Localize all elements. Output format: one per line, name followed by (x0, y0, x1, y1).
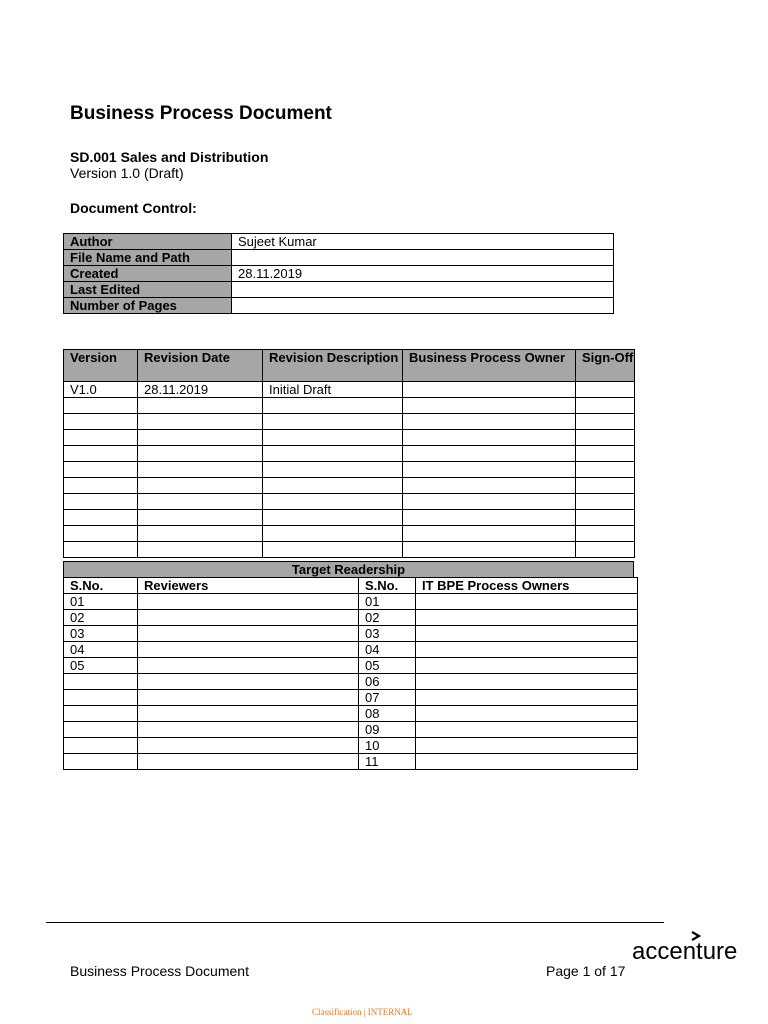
readership-row (64, 626, 638, 642)
readership-cell: 02 (64, 610, 138, 626)
revision-cell (576, 382, 635, 398)
readership-cell (64, 674, 138, 690)
readership-cell (416, 642, 638, 658)
revision-header: Sign-Off (576, 350, 635, 382)
revision-cell: V1.0 (64, 382, 138, 398)
revision-cell (138, 510, 263, 526)
readership-row (64, 610, 638, 626)
readership-cell: 05 (359, 658, 416, 674)
readership-row (64, 754, 638, 770)
revision-cell (263, 494, 403, 510)
revision-cell (138, 430, 263, 446)
revision-header: Version (64, 350, 138, 382)
readership-cell (138, 690, 359, 706)
readership-cell (416, 658, 638, 674)
readership-row (64, 690, 638, 706)
revision-cell (263, 446, 403, 462)
revision-row (64, 494, 635, 510)
revision-cell (138, 462, 263, 478)
logo-text: accenture (632, 938, 738, 965)
revision-row (64, 414, 635, 430)
revision-cell (138, 446, 263, 462)
readership-body (64, 594, 638, 770)
readership-cell (416, 674, 638, 690)
accenture-logo-graphic (632, 929, 742, 965)
revision-cell (64, 462, 138, 478)
footer-divider (46, 922, 664, 923)
revision-cell (263, 478, 403, 494)
revision-cell (263, 414, 403, 430)
readership-cell (416, 610, 638, 626)
readership-row (64, 706, 638, 722)
control-row-author (64, 234, 614, 250)
footer-document-name: Business Process Document (70, 963, 249, 979)
revision-cell: 28.11.2019 (138, 382, 263, 398)
readership-cell (416, 706, 638, 722)
revision-row (64, 462, 635, 478)
document-subtitle: SD.001 Sales and Distribution (70, 149, 269, 165)
control-label: Last Edited (64, 282, 232, 298)
readership-cell: 03 (64, 626, 138, 642)
readership-row (64, 594, 638, 610)
revision-cell (403, 526, 576, 542)
revision-cell (576, 446, 635, 462)
readership-cell: 06 (359, 674, 416, 690)
readership-cell: 04 (359, 642, 416, 658)
revision-cell (64, 398, 138, 414)
footer-page-number: Page 1 of 17 (546, 963, 626, 979)
control-value (232, 298, 614, 314)
control-value (232, 250, 614, 266)
readership-header: IT BPE Process Owners (416, 578, 638, 594)
readership-cell (138, 738, 359, 754)
readership-cell (416, 722, 638, 738)
readership-row (64, 674, 638, 690)
revision-cell (576, 526, 635, 542)
revision-cell (138, 414, 263, 430)
revision-header: Revision Description (263, 350, 403, 382)
revision-cell (263, 526, 403, 542)
readership-cell (138, 754, 359, 770)
readership-cell (416, 626, 638, 642)
revision-body (64, 382, 635, 558)
revision-cell (138, 494, 263, 510)
readership-row (64, 642, 638, 658)
revision-row (64, 382, 635, 398)
readership-cell (64, 690, 138, 706)
control-label: Author (64, 234, 232, 250)
revision-row (64, 398, 635, 414)
revision-cell (263, 462, 403, 478)
readership-cell (138, 642, 359, 658)
document-control-table (63, 233, 614, 314)
revision-cell (64, 478, 138, 494)
readership-cell: 11 (359, 754, 416, 770)
revision-cell (576, 430, 635, 446)
revision-history-table (63, 349, 635, 558)
readership-cell (138, 674, 359, 690)
revision-cell (263, 542, 403, 558)
revision-row (64, 478, 635, 494)
revision-header: Business Process Owner (403, 350, 576, 382)
readership-cell (138, 658, 359, 674)
document-version: Version 1.0 (Draft) (70, 165, 184, 181)
readership-row (64, 658, 638, 674)
readership-cell: 01 (64, 594, 138, 610)
revision-header-row (64, 350, 635, 382)
revision-cell: Initial Draft (263, 382, 403, 398)
readership-row (64, 738, 638, 754)
revision-cell (263, 398, 403, 414)
readership-cell (138, 706, 359, 722)
revision-row (64, 526, 635, 542)
readership-cell (138, 594, 359, 610)
document-title: Business Process Document (70, 103, 332, 124)
readership-cell: 10 (359, 738, 416, 754)
revision-cell (576, 398, 635, 414)
revision-cell (403, 382, 576, 398)
control-row-pages (64, 298, 614, 314)
readership-cell (138, 626, 359, 642)
control-row-created (64, 266, 614, 282)
readership-cell (416, 738, 638, 754)
readership-cell: 03 (359, 626, 416, 642)
revision-cell (138, 398, 263, 414)
revision-row (64, 430, 635, 446)
revision-cell (576, 494, 635, 510)
target-readership-table (63, 577, 638, 770)
readership-header-row (64, 578, 638, 594)
readership-cell (416, 690, 638, 706)
readership-cell (64, 754, 138, 770)
readership-cell (416, 594, 638, 610)
revision-cell (576, 414, 635, 430)
revision-cell (64, 542, 138, 558)
revision-row (64, 446, 635, 462)
readership-cell: 04 (64, 642, 138, 658)
readership-cell: 01 (359, 594, 416, 610)
readership-cell (64, 738, 138, 754)
readership-header: Reviewers (138, 578, 359, 594)
revision-cell (403, 510, 576, 526)
revision-cell (403, 430, 576, 446)
target-readership-title: Target Readership (63, 561, 634, 578)
revision-cell (263, 430, 403, 446)
readership-header: S.No. (359, 578, 416, 594)
document-control-heading: Document Control: (70, 200, 197, 216)
readership-cell: 02 (359, 610, 416, 626)
readership-cell (64, 722, 138, 738)
revision-cell (64, 510, 138, 526)
control-value: Sujeet Kumar (232, 234, 614, 250)
control-label: Created (64, 266, 232, 282)
readership-cell: 09 (359, 722, 416, 738)
revision-cell (576, 478, 635, 494)
revision-cell (263, 510, 403, 526)
readership-cell (416, 754, 638, 770)
revision-cell (64, 494, 138, 510)
revision-row (64, 510, 635, 526)
control-row-last-edited (64, 282, 614, 298)
revision-cell (403, 414, 576, 430)
revision-row (64, 542, 635, 558)
readership-cell (138, 722, 359, 738)
readership-header: S.No. (64, 578, 138, 594)
revision-cell (403, 542, 576, 558)
classification-label: Classification | INTERNAL (312, 1007, 413, 1017)
revision-cell (64, 414, 138, 430)
revision-cell (576, 542, 635, 558)
revision-cell (64, 526, 138, 542)
revision-cell (403, 446, 576, 462)
revision-header: Revision Date (138, 350, 263, 382)
control-value: 28.11.2019 (232, 266, 614, 282)
revision-cell (403, 494, 576, 510)
control-label: Number of Pages (64, 298, 232, 314)
revision-cell (64, 430, 138, 446)
control-label: File Name and Path (64, 250, 232, 266)
revision-cell (403, 478, 576, 494)
readership-cell: 05 (64, 658, 138, 674)
revision-cell (138, 542, 263, 558)
revision-cell (403, 398, 576, 414)
readership-row (64, 722, 638, 738)
revision-cell (576, 510, 635, 526)
control-row-file-name (64, 250, 614, 266)
revision-cell (576, 462, 635, 478)
control-value (232, 282, 614, 298)
revision-cell (138, 478, 263, 494)
revision-cell (64, 446, 138, 462)
readership-cell (64, 706, 138, 722)
readership-cell: 08 (359, 706, 416, 722)
revision-cell (403, 462, 576, 478)
readership-cell (138, 610, 359, 626)
accenture-logo (632, 929, 742, 965)
revision-cell (138, 526, 263, 542)
readership-cell: 07 (359, 690, 416, 706)
